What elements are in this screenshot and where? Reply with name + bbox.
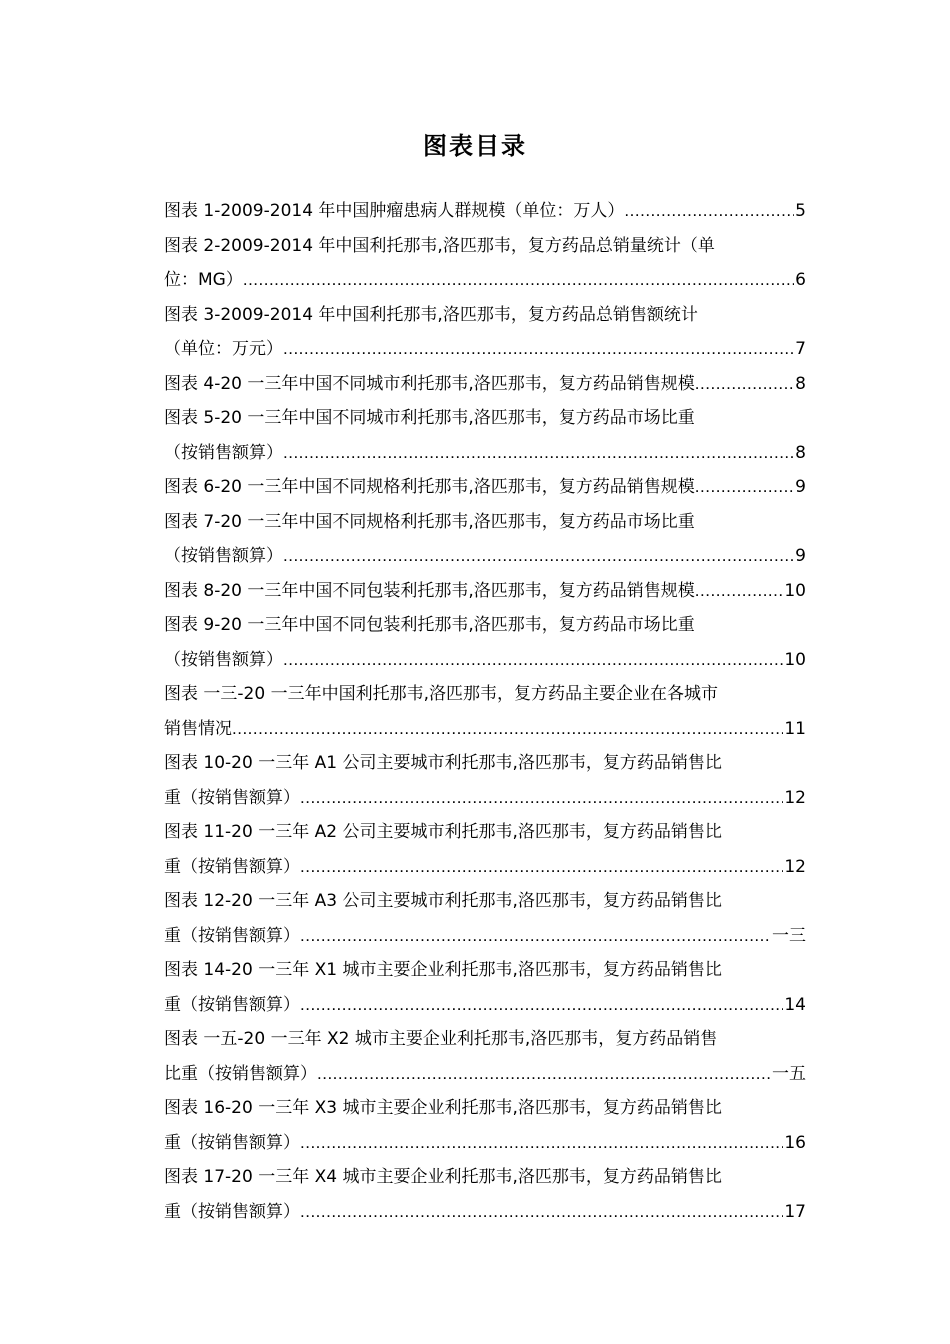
toc-list (164, 194, 806, 1229)
toc-entry-title-line: 图表 一三-20 一三年中国利托那韦,洛匹那韦，复方药品主要企业在各城市 (164, 684, 718, 704)
toc-entry[interactable] (164, 746, 806, 815)
toc-entry-leader-line (164, 263, 806, 298)
toc-entry-leader-line (164, 367, 806, 402)
toc-entry[interactable] (164, 1160, 806, 1229)
toc-entry-text: 图表 8-20 一三年中国不同包装利托那韦,洛匹那韦，复方药品销售规模 (164, 580, 695, 601)
page-title: 图表目录 (423, 132, 527, 160)
toc-page-number: 一三 (772, 925, 806, 946)
toc-entry-text: （按销售额算） (164, 442, 283, 463)
toc-entry-title-line: 图表 一五-20 一三年 X2 城市主要企业利托那韦,洛匹那韦，复方药品销售 (164, 1029, 718, 1049)
toc-page-number: 9 (795, 477, 806, 497)
toc-entry-leader-line (164, 194, 806, 229)
toc-entry-text: 销售情况 (164, 718, 232, 739)
toc-page-number: 8 (795, 373, 806, 394)
toc-entry-title-line: 图表 3-2009-2014 年中国利托那韦,洛匹那韦，复方药品总销售额统计 (164, 304, 698, 325)
toc-entry-leader-line (164, 850, 806, 885)
toc-entry-text: 图表 1-2009-2014 年中国肿瘤患病人群规模（单位：万人） (164, 201, 625, 221)
toc-page-number: 9 (795, 546, 806, 566)
dot-leader (695, 470, 794, 505)
dot-leader (283, 436, 794, 471)
toc-page-number: 14 (784, 994, 806, 1015)
dot-leader (300, 919, 771, 954)
toc-entry[interactable] (164, 884, 806, 953)
toc-entry-leader-line (164, 712, 806, 747)
dot-leader (232, 712, 783, 747)
toc-entry-text: 比重（按销售额算） (164, 1063, 317, 1084)
toc-entry[interactable] (164, 298, 806, 367)
toc-entry-leader-line (164, 574, 806, 609)
toc-page-number: 11 (784, 718, 806, 739)
toc-entry-title-line: 图表 12-20 一三年 A3 公司主要城市利托那韦,洛匹那韦，复方药品销售比 (164, 891, 722, 911)
toc-entry[interactable] (164, 1022, 806, 1091)
toc-page-number: 7 (795, 339, 806, 359)
toc-page-number: 16 (784, 1132, 806, 1153)
toc-entry-title-line: 图表 16-20 一三年 X3 城市主要企业利托那韦,洛匹那韦，复方药品销售比 (164, 1098, 722, 1118)
dot-leader (300, 781, 783, 816)
toc-page-number: 17 (784, 1201, 806, 1222)
toc-entry-text: 位：MG） (164, 270, 243, 290)
dot-leader (243, 263, 794, 298)
toc-entry-leader-line (164, 781, 806, 816)
toc-entry[interactable] (164, 401, 806, 470)
dot-leader (300, 1126, 783, 1161)
toc-page-number: 10 (784, 580, 806, 601)
toc-entry-text: 重（按销售额算） (164, 925, 300, 946)
toc-entry-text: 重（按销售额算） (164, 994, 300, 1015)
toc-page-number: 12 (784, 787, 806, 808)
dot-leader (624, 194, 794, 229)
toc-entry-title-line: 图表 14-20 一三年 X1 城市主要企业利托那韦,洛匹那韦，复方药品销售比 (164, 960, 722, 980)
toc-entry-leader-line (164, 1195, 806, 1230)
toc-entry-title-line: 图表 9-20 一三年中国不同包装利托那韦,洛匹那韦，复方药品市场比重 (164, 615, 695, 635)
toc-entry[interactable] (164, 194, 806, 229)
toc-entry-text: 重（按销售额算） (164, 787, 300, 808)
toc-entry-text: 重（按销售额算） (164, 1132, 300, 1153)
toc-entry-text: （按销售额算） (164, 649, 283, 670)
dot-leader (283, 332, 794, 367)
toc-entry-leader-line (164, 988, 806, 1023)
toc-entry[interactable] (164, 470, 806, 505)
toc-entry-title-line: 图表 5-20 一三年中国不同城市利托那韦,洛匹那韦，复方药品市场比重 (164, 408, 695, 428)
dot-leader (695, 367, 794, 402)
toc-entry-leader-line (164, 1057, 806, 1092)
toc-entry-leader-line (164, 1126, 806, 1161)
toc-page-number: 5 (795, 201, 806, 221)
toc-entry[interactable] (164, 608, 806, 677)
toc-page-number: 一五 (772, 1063, 806, 1084)
dot-leader (317, 1057, 771, 1092)
toc-entry[interactable] (164, 574, 806, 609)
toc-page-number: 12 (784, 856, 806, 877)
toc-entry-title-line: 图表 7-20 一三年中国不同规格利托那韦,洛匹那韦，复方药品市场比重 (164, 511, 695, 532)
toc-page-number: 10 (784, 649, 806, 670)
toc-entry-text: 重（按销售额算） (164, 856, 300, 877)
toc-entry[interactable] (164, 1091, 806, 1160)
toc-entry-text: （按销售额算） (164, 546, 283, 566)
toc-entry-leader-line (164, 470, 806, 505)
toc-page-number: 6 (795, 270, 806, 290)
dot-leader (695, 574, 784, 609)
toc-entry[interactable] (164, 953, 806, 1022)
toc-entry[interactable] (164, 505, 806, 574)
dot-leader (300, 988, 783, 1023)
toc-entry-leader-line (164, 436, 806, 471)
toc-entry-text: 图表 4-20 一三年中国不同城市利托那韦,洛匹那韦，复方药品销售规模 (164, 373, 695, 394)
toc-entry[interactable] (164, 815, 806, 884)
toc-entry-title-line: 图表 10-20 一三年 A1 公司主要城市利托那韦,洛匹那韦，复方药品销售比 (164, 753, 722, 773)
dot-leader (300, 1195, 783, 1230)
toc-entry-leader-line (164, 919, 806, 954)
toc-entry-title-line: 图表 11-20 一三年 A2 公司主要城市利托那韦,洛匹那韦，复方药品销售比 (164, 822, 722, 842)
toc-entry-title-line: 图表 17-20 一三年 X4 城市主要企业利托那韦,洛匹那韦，复方药品销售比 (164, 1167, 722, 1187)
toc-entry[interactable] (164, 677, 806, 746)
toc-entry-title-line: 图表 2-2009-2014 年中国利托那韦,洛匹那韦，复方药品总销量统计（单 (164, 235, 715, 256)
toc-entry-leader-line (164, 643, 806, 678)
toc-entry-leader-line (164, 539, 806, 574)
toc-page-number: 8 (795, 442, 806, 463)
dot-leader (300, 850, 783, 885)
dot-leader (283, 539, 794, 574)
toc-entry[interactable] (164, 367, 806, 402)
toc-entry-text: （单位：万元） (164, 339, 283, 359)
toc-entry-text: 重（按销售额算） (164, 1201, 300, 1222)
toc-entry[interactable] (164, 229, 806, 298)
toc-entry-leader-line (164, 332, 806, 367)
toc-entry-text: 图表 6-20 一三年中国不同规格利托那韦,洛匹那韦，复方药品销售规模 (164, 477, 695, 497)
dot-leader (283, 643, 783, 678)
